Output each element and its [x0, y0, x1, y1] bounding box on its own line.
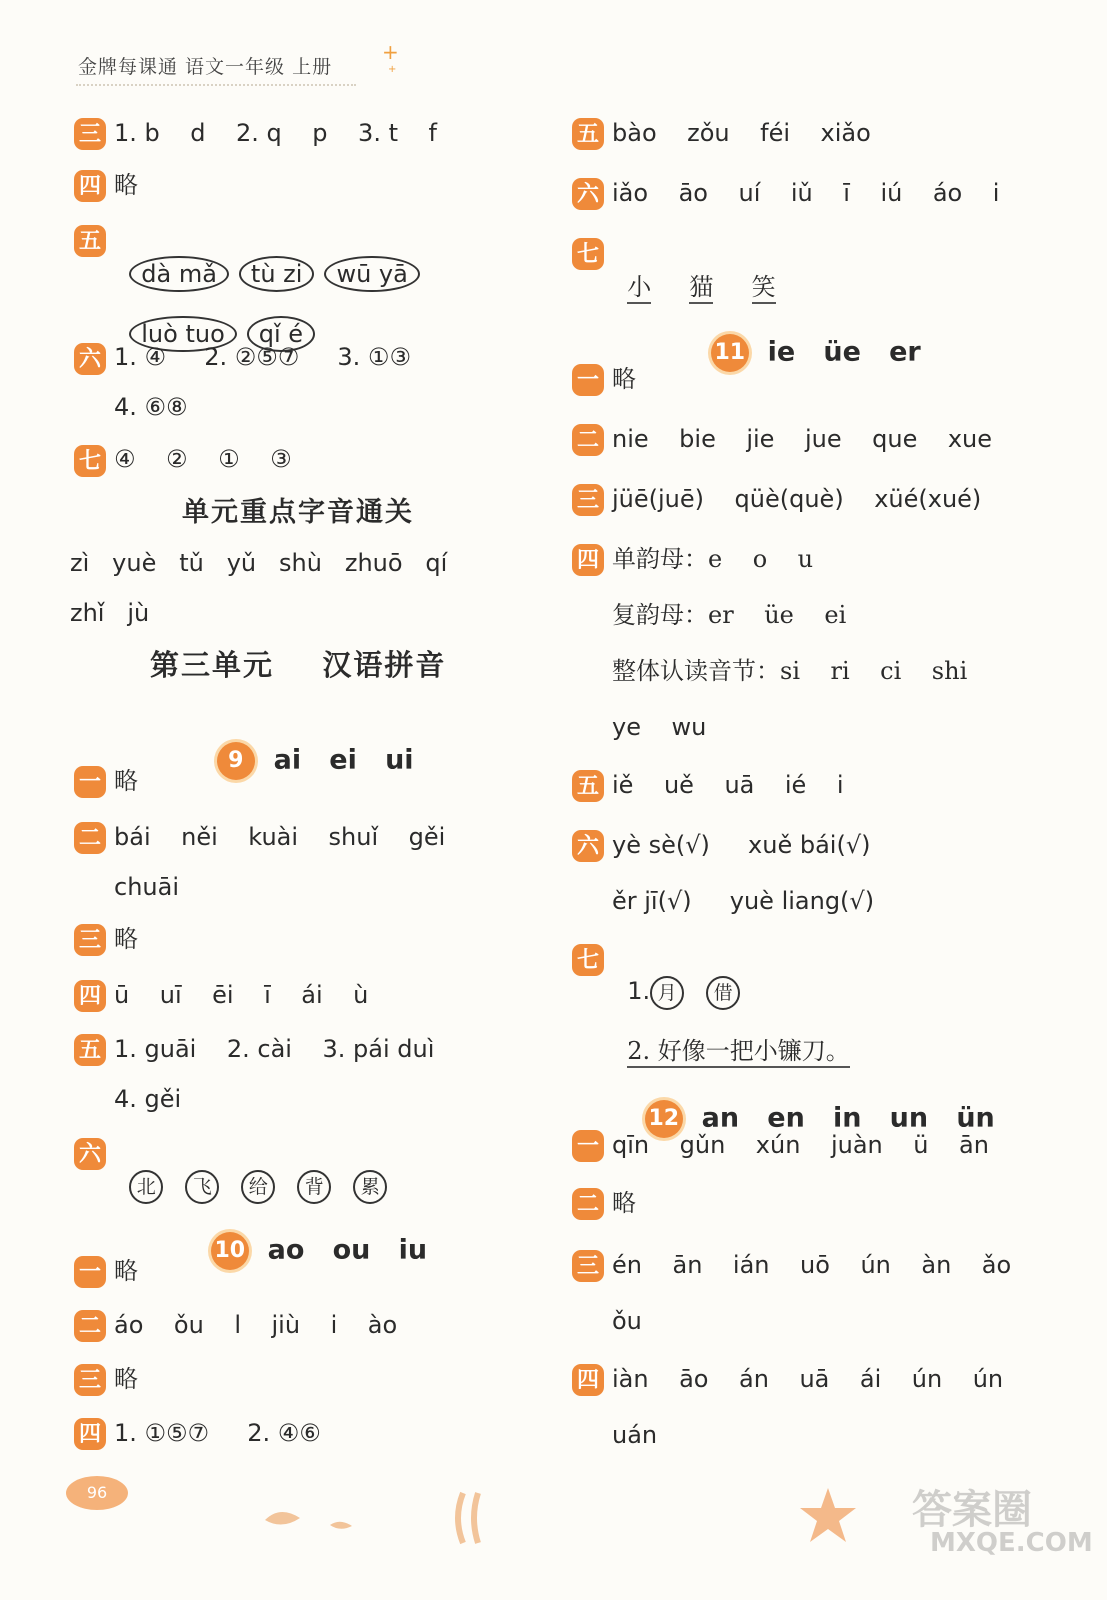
- badge-four: 四: [74, 980, 106, 1012]
- badge-two: 二: [572, 424, 604, 456]
- badge-two: 二: [572, 1188, 604, 1220]
- starfish-icon: [796, 1484, 860, 1546]
- answer-line: 略: [114, 1365, 138, 1393]
- watermark-url: MXQE.COM: [930, 1528, 1093, 1558]
- page-number: 96: [66, 1476, 128, 1510]
- answer-line: [114, 1134, 409, 1204]
- answer-line: [612, 236, 776, 304]
- circled-answer: luò tuo: [129, 316, 237, 352]
- answer-line: qīn gǔn xún juàn ü ān: [612, 1131, 989, 1159]
- section-title: 单元重点字音通关: [182, 497, 414, 528]
- answer-line: 略: [114, 1257, 138, 1285]
- answer-line: ye wu: [612, 713, 707, 741]
- underlined-char: 小: [627, 273, 651, 304]
- circled-answer: qǐ é: [247, 316, 315, 352]
- answer-line: iàn āo án uā ái ún ún: [612, 1365, 1004, 1393]
- answer-line: áo ǒu l jiù i ào: [114, 1311, 398, 1339]
- answer-line: 4. ⑥⑧: [114, 393, 188, 421]
- answer-line: jüē(juē) qüè(què) xüé(xué): [612, 485, 982, 513]
- underlined-char: 笑: [752, 273, 776, 304]
- answer-line: ǒu: [612, 1307, 642, 1335]
- answer-line: zì yuè tǔ yǔ shù zhuō qí: [70, 549, 448, 577]
- badge-two: 二: [74, 822, 106, 854]
- sparkle-icon: +: [388, 64, 397, 75]
- feather-decoration-icon: [448, 1488, 498, 1548]
- answer-line: 1. ④ 2. ②⑤⑦ 3. ①③: [114, 343, 411, 371]
- badge-two: 二: [74, 1310, 106, 1342]
- lesson-number: 11: [711, 334, 749, 372]
- answer-line: chuāi: [114, 873, 179, 901]
- badge-four: 四: [572, 1364, 604, 1396]
- badge-three: 三: [74, 118, 106, 150]
- answer-line: 略: [114, 925, 138, 953]
- answer-line: én ān ián uō ún àn ǎo: [612, 1251, 1012, 1279]
- sparkle-icon: +: [382, 40, 399, 64]
- badge-six: 六: [74, 343, 106, 375]
- badge-three: 三: [572, 484, 604, 516]
- answer-line: 1. b d 2. q p 3. t f: [114, 119, 437, 147]
- lesson-title: 9 ai ei ui: [198, 706, 414, 780]
- answer-line: 略: [612, 365, 636, 393]
- badge-three: 三: [572, 1250, 604, 1282]
- circled-answer: dà mǎ: [129, 256, 229, 292]
- badge-three: 三: [74, 924, 106, 956]
- underlined-char: 猫: [689, 273, 713, 304]
- lesson-title: 12 an en in un ün: [626, 1064, 995, 1138]
- answer-line: iǎo āo uí iǔ ī iú áo i: [612, 179, 1000, 207]
- badge-one: 一: [74, 766, 106, 798]
- answer-line: iě uě uā ié i: [612, 771, 844, 799]
- answer-line: uán: [612, 1421, 658, 1449]
- circled-char: 累: [353, 1170, 387, 1204]
- watermark-logo: 答案圈: [912, 1487, 1032, 1533]
- circled-char: 借: [706, 976, 740, 1010]
- lesson-title: 10 ao ou iu: [192, 1196, 427, 1270]
- badge-five: 五: [572, 770, 604, 802]
- answer-line: 1. 月 借: [612, 940, 762, 1010]
- lesson-number: 12: [645, 1100, 683, 1138]
- badge-five: 五: [572, 118, 604, 150]
- badge-seven: 七: [572, 944, 604, 976]
- answer-line: 1. guāi 2. cài 3. pái duì: [114, 1035, 435, 1063]
- lesson-title: 11 ie üe er: [692, 298, 921, 372]
- answer-line: ěr jī(√) yuè liang(√): [612, 887, 875, 915]
- circled-char: 背: [297, 1170, 331, 1204]
- badge-one: 一: [74, 1256, 106, 1288]
- badge-one: 一: [572, 1130, 604, 1162]
- badge-six: 六: [572, 178, 604, 210]
- badge-six: 六: [572, 830, 604, 862]
- answer-line: ④ ② ① ③: [114, 445, 292, 473]
- answer-line: bái něi kuài shuǐ gěi: [114, 823, 446, 851]
- answer-line: 略: [114, 171, 138, 199]
- answer-line: 1. ①⑤⑦ 2. ④⑥: [114, 1419, 321, 1447]
- answer-line: 4. gěi: [114, 1085, 182, 1113]
- leaf-decoration-icon: [260, 1500, 380, 1540]
- lesson-number: 9: [217, 742, 255, 780]
- answer-line: yè sè(√) xuě bái(√): [612, 831, 871, 859]
- answer-line: zhǐ jù: [70, 599, 150, 627]
- circled-answer: wū yā: [324, 256, 419, 292]
- answer-line: 单韵母：e o u: [612, 545, 814, 573]
- answer-line: 略: [612, 1189, 636, 1217]
- badge-five: 五: [74, 225, 106, 257]
- circled-char: 飞: [185, 1170, 219, 1204]
- badge-five: 五: [74, 1034, 106, 1066]
- answer-line: nie bie jie jue que xue: [612, 425, 993, 453]
- badge-four: 四: [74, 1418, 106, 1450]
- lesson-number: 10: [211, 1232, 249, 1270]
- badge-four: 四: [74, 170, 106, 202]
- unit-title: 第三单元 汉语拼音: [150, 648, 447, 682]
- badge-seven: 七: [572, 238, 604, 270]
- answer-line: 整体认读音节：si ri ci shi: [612, 657, 968, 685]
- answer-line: ū uī ēi ī ái ù: [114, 981, 369, 1009]
- header-divider: [76, 84, 356, 86]
- book-header: 金牌每课通 语文一年级 上册: [78, 56, 333, 78]
- answer-line: bào zǒu féi xiǎo: [612, 119, 871, 147]
- badge-four: 四: [572, 544, 604, 576]
- circled-answer: tù zi: [239, 256, 315, 292]
- circled-char: 月: [650, 976, 684, 1010]
- circled-char: 北: [129, 1170, 163, 1204]
- badge-seven: 七: [74, 445, 106, 477]
- answer-line: 2. 好像一把小镰刀。: [612, 1000, 850, 1068]
- answer-line: 略: [114, 767, 138, 795]
- answer-line: 复韵母：er üe ei: [612, 601, 847, 629]
- badge-six: 六: [74, 1138, 106, 1170]
- badge-three: 三: [74, 1364, 106, 1396]
- circled-char: 给: [241, 1170, 275, 1204]
- badge-one: 一: [572, 364, 604, 396]
